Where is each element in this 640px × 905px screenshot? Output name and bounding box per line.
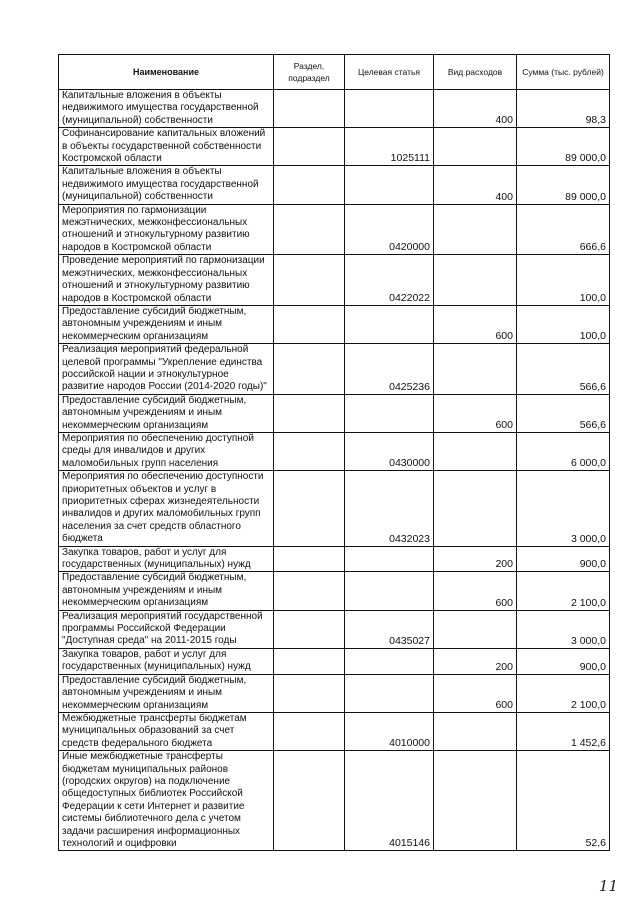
cell-sum: 900,0 [517, 648, 610, 674]
cell-sum: 52,6 [517, 751, 610, 851]
cell-target: 1025111 [345, 128, 434, 166]
cell-sum: 2 100,0 [517, 572, 610, 610]
table-body [59, 90, 610, 851]
cell-section [274, 394, 345, 432]
cell-name: Закупка товаров, работ и услуг для государственных (муниципальных) нужд [59, 546, 274, 572]
cell-name: Предоставление субсидий бюджетным, автономным учреждениям и иным некоммерческим организациям [59, 674, 274, 712]
cell-sum: 1 452,6 [517, 712, 610, 750]
table-row [59, 394, 610, 432]
cell-section [274, 128, 345, 166]
cell-target: 0425236 [345, 344, 434, 395]
cell-target [345, 674, 434, 712]
cell-name: Мероприятия по гармонизации межэтнических, межконфессиональных отношений и этнокультурному развитию народов в Костромской области [59, 204, 274, 255]
cell-type: 400 [434, 166, 517, 204]
cell-name: Мероприятия по обеспечению доступности приоритетных объектов и услуг в приоритетных сферах жизнедеятельности инвалидов и других маломобильных групп населения за счет средств областного бюджета [59, 471, 274, 546]
header-section: Раздел, подраздел [274, 55, 345, 90]
table-header-row [59, 55, 610, 90]
cell-target: 0422022 [345, 255, 434, 306]
cell-name: Предоставление субсидий бюджетным, автономным учреждениям и иным некоммерческим организациям [59, 305, 274, 343]
header-name: Наименование [59, 55, 274, 90]
cell-type [434, 255, 517, 306]
cell-sum: 98,3 [517, 90, 610, 128]
cell-target: 0435027 [345, 610, 434, 648]
cell-section [274, 572, 345, 610]
table-row [59, 610, 610, 648]
cell-name: Иные межбюджетные трансферты бюджетам муниципальных районов (городских округов) на подключение общедоступных библиотек Российской Федерации к сети Интернет и развитие системы библиотечного дела с учетом задачи расширения информационных технологий и оцифровки [59, 751, 274, 851]
table-row [59, 128, 610, 166]
cell-name: Капитальные вложения в объекты недвижимого имущества государственной (муниципальной) собственности [59, 166, 274, 204]
cell-sum: 2 100,0 [517, 674, 610, 712]
cell-sum: 3 000,0 [517, 471, 610, 546]
table-row [59, 305, 610, 343]
cell-target [345, 394, 434, 432]
cell-section [274, 751, 345, 851]
cell-section [274, 90, 345, 128]
table-row [59, 166, 610, 204]
table-row [59, 471, 610, 546]
cell-section [274, 674, 345, 712]
cell-section [274, 432, 345, 470]
cell-type [434, 471, 517, 546]
table-row [59, 546, 610, 572]
cell-target: 0430000 [345, 432, 434, 470]
cell-type [434, 344, 517, 395]
cell-section [274, 305, 345, 343]
cell-section [274, 166, 345, 204]
table-row [59, 90, 610, 128]
cell-type [434, 751, 517, 851]
cell-sum: 3 000,0 [517, 610, 610, 648]
cell-target [345, 166, 434, 204]
cell-sum: 89 000,0 [517, 166, 610, 204]
cell-sum: 100,0 [517, 255, 610, 306]
cell-section [274, 471, 345, 546]
header-sum: Сумма (тыс. рублей) [517, 55, 610, 90]
page-number: 11 [598, 877, 618, 895]
cell-target: 0420000 [345, 204, 434, 255]
cell-type: 600 [434, 572, 517, 610]
cell-section [274, 344, 345, 395]
table-row [59, 432, 610, 470]
header-type: Вид расходов [434, 55, 517, 90]
cell-section [274, 546, 345, 572]
header-target: Целевая статья [345, 55, 434, 90]
cell-type [434, 712, 517, 750]
table-row [59, 648, 610, 674]
budget-table-container [58, 54, 609, 851]
cell-target [345, 90, 434, 128]
cell-type [434, 610, 517, 648]
cell-target [345, 305, 434, 343]
cell-target: 4010000 [345, 712, 434, 750]
cell-target [345, 546, 434, 572]
table-row [59, 572, 610, 610]
cell-name: Предоставление субсидий бюджетным, автономным учреждениям и иным некоммерческим организациям [59, 394, 274, 432]
cell-type: 400 [434, 90, 517, 128]
cell-sum: 100,0 [517, 305, 610, 343]
table-row [59, 712, 610, 750]
cell-section [274, 255, 345, 306]
cell-section [274, 712, 345, 750]
cell-section [274, 610, 345, 648]
cell-type: 600 [434, 305, 517, 343]
cell-name: Капитальные вложения в объекты недвижимого имущества государственной (муниципальной) собственности [59, 90, 274, 128]
cell-section [274, 204, 345, 255]
cell-target [345, 648, 434, 674]
table-row [59, 204, 610, 255]
cell-name: Реализация мероприятий федеральной целевой программы "Укрепление единства российской нации и этнокультурное развитие народов России (2014-2020 годы)" [59, 344, 274, 395]
cell-section [274, 648, 345, 674]
cell-name: Проведение мероприятий по гармонизации межэтнических, межконфессиональных отношений и этнокультурному развитию народов в Костромской области [59, 255, 274, 306]
cell-type: 600 [434, 394, 517, 432]
cell-name: Софинансирование капитальных вложений в объекты государственной собственности Костромской области [59, 128, 274, 166]
table-row [59, 751, 610, 851]
table-row [59, 674, 610, 712]
cell-type: 600 [434, 674, 517, 712]
table-row [59, 255, 610, 306]
cell-target: 0432023 [345, 471, 434, 546]
cell-sum: 900,0 [517, 546, 610, 572]
table-row [59, 344, 610, 395]
cell-target: 4015146 [345, 751, 434, 851]
cell-sum: 666,6 [517, 204, 610, 255]
cell-sum: 6 000,0 [517, 432, 610, 470]
cell-name: Реализация мероприятий государственной программы Российской Федерации "Доступная среда" на 2011-2015 годы [59, 610, 274, 648]
budget-table [58, 54, 610, 851]
cell-sum: 89 000,0 [517, 128, 610, 166]
cell-target [345, 572, 434, 610]
cell-name: Предоставление субсидий бюджетным, автономным учреждениям и иным некоммерческим организациям [59, 572, 274, 610]
cell-name: Мероприятия по обеспечению доступной среды для инвалидов и других маломобильных групп населения [59, 432, 274, 470]
cell-sum: 566,6 [517, 344, 610, 395]
cell-name: Закупка товаров, работ и услуг для государственных (муниципальных) нужд [59, 648, 274, 674]
cell-type: 200 [434, 546, 517, 572]
cell-name: Межбюджетные трансферты бюджетам муниципальных образований за счет средств федерального бюджета [59, 712, 274, 750]
cell-sum: 566,6 [517, 394, 610, 432]
cell-type [434, 432, 517, 470]
cell-type [434, 204, 517, 255]
cell-type: 200 [434, 648, 517, 674]
cell-type [434, 128, 517, 166]
